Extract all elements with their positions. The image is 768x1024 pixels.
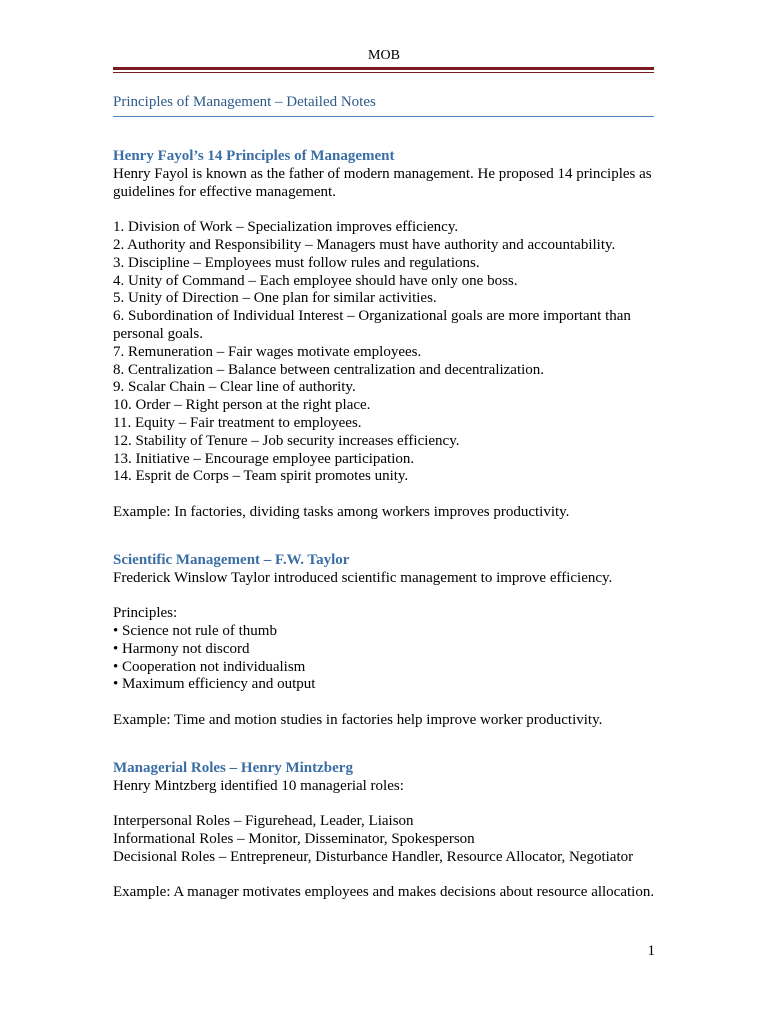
- taylor-principle-1: • Science not rule of thumb: [113, 622, 277, 639]
- fayol-heading: Henry Fayol’s 14 Principles of Management: [113, 148, 395, 164]
- fayol-principle-2: 2. Authority and Responsibility – Managers must have authority and accountability.: [113, 236, 616, 253]
- taylor-principle-3: • Cooperation not individualism: [113, 658, 306, 675]
- document-body: [113, 148, 658, 902]
- fayol-principle-3: 3. Discipline – Employees must follow rules and regulations.: [113, 254, 480, 271]
- fayol-principle-8: 8. Centralization – Balance between centralization and decentralization.: [113, 361, 545, 378]
- mintzberg-role-interpersonal: Interpersonal Roles – Figurehead, Leader, Liaison: [113, 813, 414, 830]
- fayol-principle-6: 6. Subordination of Individual Interest – Organizational goals are more important than personal goals.: [113, 308, 631, 342]
- fayol-principle-13: 13. Initiative – Encourage employee participation.: [113, 450, 415, 467]
- fayol-principle-5: 5. Unity of Direction – One plan for similar activities.: [113, 290, 437, 307]
- taylor-heading: Scientific Management – F.W. Taylor: [113, 551, 350, 568]
- mintzberg-example: Example: A manager motivates employees and makes decisions about resource allocation.: [113, 884, 655, 901]
- mintzberg-role-decisional: Decisional Roles – Entrepreneur, Disturbance Handler, Resource Allocator, Negotiator: [113, 848, 634, 865]
- taylor-intro: Frederick Winslow Taylor introduced scientific management to improve efficiency.: [113, 569, 613, 586]
- taylor-principle-2: • Harmony not discord: [113, 640, 250, 657]
- document-title: Principles of Management – Detailed Notes: [113, 94, 376, 110]
- page-number: 1: [647, 943, 655, 959]
- fayol-principle-11: 11. Equity – Fair treatment to employees.: [113, 414, 362, 431]
- fayol-principle-12: 12. Stability of Tenure – Job security increases efficiency.: [113, 432, 460, 449]
- taylor-principle-4: • Maximum efficiency and output: [113, 676, 316, 693]
- taylor-example: Example: Time and motion studies in factories help improve worker productivity.: [113, 711, 603, 728]
- fayol-principle-14: 14. Esprit de Corps – Team spirit promotes unity.: [113, 468, 409, 485]
- fayol-principle-1: 1. Division of Work – Specialization improves efficiency.: [113, 219, 459, 236]
- mintzberg-heading: Managerial Roles – Henry Mintzberg: [113, 759, 353, 776]
- mintzberg-role-informational: Informational Roles – Monitor, Disseminator, Spokesperson: [113, 830, 475, 847]
- fayol-intro: Henry Fayol is known as the father of modern management. He proposed 14 principles as guidelines for effective management.: [113, 165, 652, 200]
- fayol-principle-7: 7. Remuneration – Fair wages motivate employees.: [113, 343, 422, 360]
- fayol-principle-10: 10. Order – Right person at the right place.: [113, 397, 371, 414]
- taylor-principles-label: Principles:: [113, 605, 178, 622]
- running-header: MOB: [368, 48, 400, 63]
- fayol-principle-4: 4. Unity of Command – Each employee should have only one boss.: [113, 272, 518, 289]
- fayol-example: Example: In factories, dividing tasks among workers improves productivity.: [113, 503, 570, 520]
- fayol-principle-9: 9. Scalar Chain – Clear line of authority.: [113, 379, 356, 396]
- title-underline: [113, 116, 654, 117]
- header-rule-thick: [113, 67, 654, 70]
- header-rule-thin: [113, 72, 654, 73]
- mintzberg-intro: Henry Mintzberg identified 10 managerial roles:: [113, 777, 404, 794]
